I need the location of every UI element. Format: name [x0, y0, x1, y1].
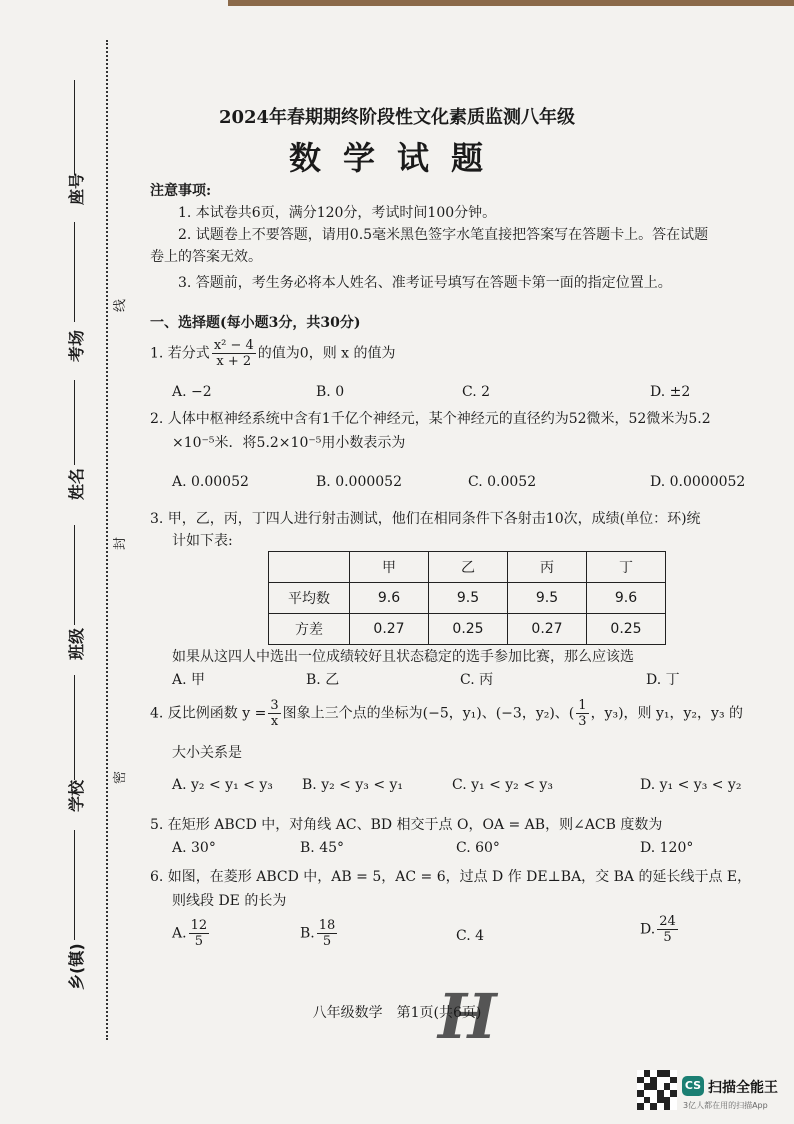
table-cell: 0.27 — [508, 614, 587, 645]
q5-option-d: D. 120° — [640, 840, 694, 856]
q2-option-c: C. 0.0052 — [468, 474, 537, 490]
name-label: 姓名 — [67, 467, 86, 500]
table-cell: 平均数 — [269, 583, 350, 614]
top-edge-strip — [228, 0, 794, 6]
scanner-app-name: 扫描全能王 — [708, 1080, 778, 1096]
score-table — [268, 551, 666, 645]
note-2-cont: 卷上的答案无效。 — [150, 249, 262, 265]
page-footer: 八年级数学 第1页(共6页) — [312, 1005, 482, 1021]
q4-frac2-den: 3 — [578, 714, 587, 729]
exam-room-blank — [74, 222, 75, 322]
q6-d-den: 5 — [663, 930, 672, 945]
table-cell: 乙 — [429, 552, 508, 583]
q6-option-d-label: D. — [640, 921, 656, 938]
q1-fraction — [212, 338, 256, 369]
seal-dotted-line — [106, 40, 108, 1040]
q4-option-a: A. y₂ < y₁ < y₃ — [172, 777, 273, 793]
seal-mark-seal: 封 — [113, 536, 129, 551]
qr-code-icon — [637, 1070, 677, 1110]
exam-title-line: 2024年春期期终阶段性文化素质监测八年级 — [218, 107, 576, 128]
q6-option-b-label: B. — [300, 925, 315, 942]
q4-frac-den: x — [270, 714, 279, 729]
q6-line-1: 6. 如图，在菱形 ABCD 中，AB = 5，AC = 6，过点 D 作 DE⊥BA，交 BA 的延长线于点 E， — [150, 869, 752, 885]
q4-fraction-2 — [576, 698, 588, 729]
seat-number-label: 座号 — [67, 172, 86, 205]
section-heading: 一、选择题(每小题3分，共30分) — [150, 315, 361, 331]
q4-text-post: ，y₃)，则 y₁，y₂，y₃ 的 — [590, 705, 744, 722]
q5-option-b: B. 45° — [300, 840, 345, 856]
question-1 — [150, 338, 396, 369]
camscanner-logo-icon: CS — [682, 1076, 704, 1096]
q2-option-a: A. 0.00052 — [172, 474, 249, 490]
table-cell: 甲 — [350, 552, 429, 583]
q2-line-1: 2. 人体中枢神经系统中含有1千亿个神经元，某个神经元的直径约为52微米，52微米为5.2 — [150, 411, 711, 427]
table-cell: 9.6 — [587, 583, 666, 614]
q1-frac-den: x + 2 — [216, 354, 252, 369]
note-1: 1. 本试卷共6页，满分120分，考试时间100分钟。 — [178, 205, 497, 221]
table-cell — [269, 552, 350, 583]
q4-line-2: 大小关系是 — [172, 745, 242, 761]
q5-option-a: A. 30° — [172, 840, 216, 856]
table-cell: 0.25 — [587, 614, 666, 645]
q6-option-d-fraction — [657, 914, 678, 945]
q1-frac-num: x² − 4 — [213, 338, 254, 353]
q5-option-c: C. 60° — [456, 840, 500, 856]
q3-option-d: D. 丁 — [646, 672, 680, 688]
table-row — [269, 614, 666, 645]
scanner-tagline: 3亿人都在用的扫描App — [683, 1101, 768, 1110]
seal-mark-secret: 密 — [113, 770, 129, 785]
q1-option-d: D. ±2 — [650, 384, 691, 400]
q1-option-c: C. 2 — [462, 384, 491, 400]
q3-line-2: 计如下表: — [172, 533, 233, 549]
table-cell: 9.5 — [508, 583, 587, 614]
q6-a-num: 12 — [190, 918, 208, 933]
q4-text-mid: 图象上三个点的坐标为(−5，y₁)、(−3，y₂)、( — [282, 705, 575, 722]
name-blank — [74, 380, 75, 465]
q6-a-den: 5 — [194, 934, 203, 949]
table-cell: 9.6 — [350, 583, 429, 614]
q4-text-pre: 4. 反比例函数 y = — [150, 705, 267, 722]
q4-option-b: B. y₂ < y₃ < y₁ — [302, 777, 404, 793]
q4-frac2-num: 1 — [578, 698, 587, 713]
class-label: 班级 — [67, 627, 86, 660]
q1-option-a: A. −2 — [172, 384, 212, 400]
q6-option-c: C. 4 — [456, 928, 485, 944]
q6-option-d — [640, 914, 680, 945]
q4-frac-num: 3 — [270, 698, 279, 713]
table-header-row — [269, 552, 666, 583]
q3-line-1: 3. 甲，乙，丙，丁四人进行射击测试，他们在相同条件下各射击10次，成绩(单位：环)统 — [150, 511, 701, 527]
notes-heading: 注意事项: — [150, 183, 212, 199]
note-3: 3. 答题前，考生务必将本人姓名、准考证号填写在答题卡第一面的指定位置上。 — [178, 275, 672, 291]
table-row — [269, 583, 666, 614]
q4-option-d: D. y₁ < y₃ < y₂ — [640, 777, 742, 793]
school-blank — [74, 675, 75, 780]
q6-b-den: 5 — [322, 934, 332, 949]
class-blank — [74, 525, 75, 625]
q3-option-a: A. 甲 — [172, 672, 206, 688]
seal-mark-line: 线 — [113, 298, 129, 313]
q6-line-2: 则线段 DE 的长为 — [172, 893, 287, 909]
exam-room-label: 考场 — [67, 329, 86, 362]
q4-fraction — [268, 698, 280, 729]
q2-line-2: ×10⁻⁵米．将5.2×10⁻⁵用小数表示为 — [172, 435, 406, 451]
township-blank — [74, 830, 75, 940]
q6-b-num: 18 — [318, 918, 336, 933]
q1-text-post: 的值为0，则 x 的值为 — [257, 345, 396, 362]
q1-text-pre: 1. 若分式 — [150, 345, 210, 362]
school-label: 学校 — [67, 779, 86, 812]
q3-line-3: 如果从这四人中选出一位成绩较好且状态稳定的选手参加比赛，那么应该选 — [172, 649, 634, 665]
q1-option-b: B. 0 — [316, 384, 345, 400]
table-cell: 0.25 — [429, 614, 508, 645]
exam-subject: 数学试题 — [288, 139, 505, 177]
table-cell: 丙 — [508, 552, 587, 583]
q2-option-b: B. 0.000052 — [316, 474, 402, 490]
q2-option-d: D. 0.0000052 — [650, 474, 746, 490]
q6-option-b — [300, 918, 339, 949]
q6-option-a — [172, 918, 211, 949]
q3-option-c: C. 丙 — [460, 672, 494, 688]
version-letter: H — [438, 980, 497, 1053]
table-cell: 9.5 — [429, 583, 508, 614]
table-cell: 丁 — [587, 552, 666, 583]
q6-option-a-label: A. — [172, 925, 187, 942]
q6-d-num: 24 — [659, 914, 676, 929]
township-label: 乡(镇) — [67, 943, 86, 990]
table-cell: 方差 — [269, 614, 350, 645]
q6-option-b-fraction — [317, 918, 338, 949]
question-4 — [150, 698, 743, 729]
note-2: 2. 试题卷上不要答题，请用0.5毫米黑色签字水笔直接把答案写在答题卡上。答在试题 — [178, 227, 709, 243]
q6-option-a-fraction — [189, 918, 210, 949]
q4-option-c: C. y₁ < y₂ < y₃ — [452, 777, 553, 793]
table-cell: 0.27 — [350, 614, 429, 645]
q3-option-b: B. 乙 — [306, 672, 340, 688]
q5-line-1: 5. 在矩形 ABCD 中，对角线 AC、BD 相交于点 O，OA = AB，则∠ACB 度数为 — [150, 817, 663, 833]
